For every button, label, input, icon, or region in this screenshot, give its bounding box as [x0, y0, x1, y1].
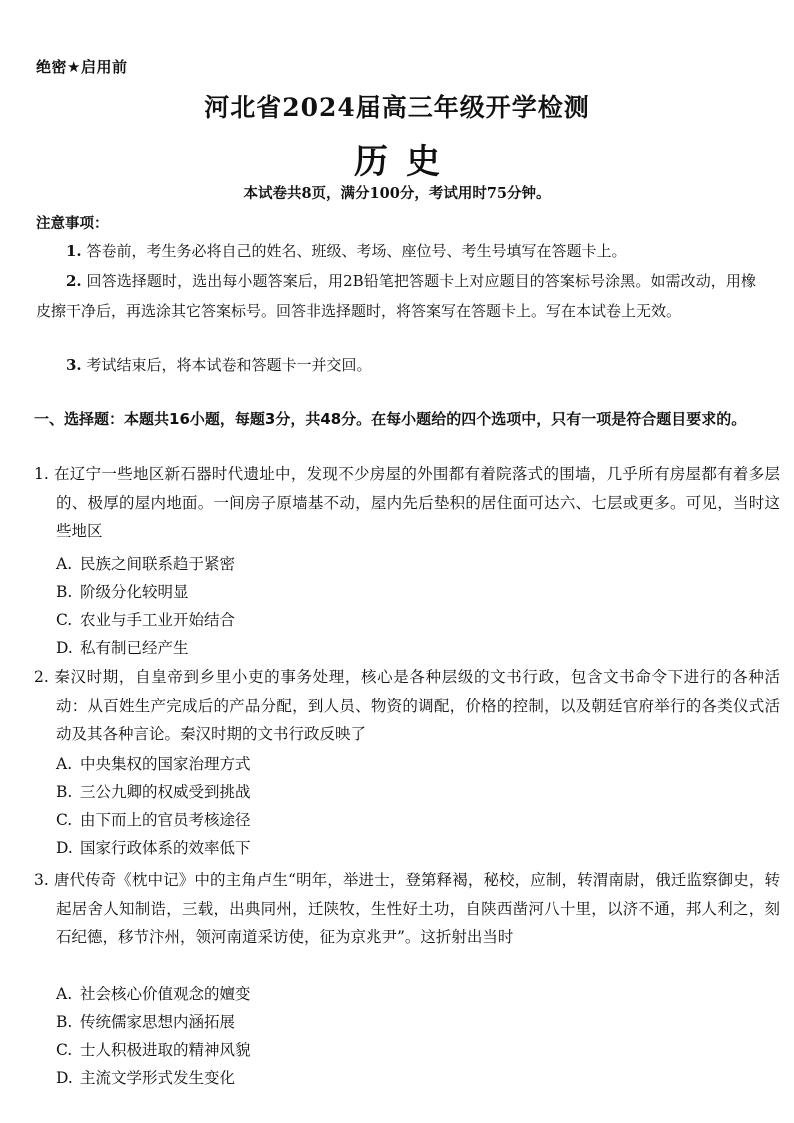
option-text: 民族之间联系趋于紧密: [80, 555, 236, 573]
option-label: A.: [56, 985, 73, 1003]
notice-item-number: 3.: [66, 356, 82, 374]
option-text: 三公九卿的权威受到挑战: [80, 783, 251, 801]
option-a: [56, 750, 251, 778]
option-b: [56, 778, 251, 806]
question-2: [34, 663, 780, 749]
question-stem: 唐代传奇《枕中记》中的主角卢生“明年，举进士，登第释褐，秘校，应制，转渭南尉，俄迁监察御史，转起居舍人知制诰，三载，出典同州，迁陕牧，生性好土功，自陕西凿河八十里，以济不通，邦人利之，刻石纪德，移节汴州，领河南道采访使，征为京兆尹”。这折射出当时: [53, 871, 780, 946]
notice-item-number: 2.: [66, 272, 82, 290]
option-label: A.: [56, 755, 73, 773]
option-label: A.: [56, 555, 73, 573]
notice-heading: 注意事项：: [36, 216, 109, 232]
question-number: 1.: [34, 465, 49, 483]
notice-item-text: 考试结束后，将本试卷和答题卡一并交回。: [86, 356, 372, 374]
option-text: 中央集权的国家治理方式: [80, 755, 251, 773]
option-d: [56, 1064, 235, 1092]
option-text: 阶级分化较明显: [80, 583, 189, 601]
option-label: D.: [56, 639, 73, 657]
option-label: B.: [56, 583, 73, 601]
exam-title: 河北省2024届高三年级开学检测: [204, 93, 590, 122]
question-stem: 秦汉时期，自皇帝到乡里小吏的事务处理，核心是各种层级的文书行政，包含文书命令下进行的各种活动：从百姓生产完成后的产品分配，到人员、物资的调配，价格的控制，以及朝廷官府举行的各类仪式活动及其各种言论。秦汉时期的文书行政反映了: [54, 668, 780, 743]
option-a: [56, 980, 251, 1008]
option-d: [56, 834, 251, 862]
option-c: [56, 1036, 251, 1064]
option-text: 士人积极进取的精神风貌: [80, 1041, 251, 1059]
secret-label: 绝密★启用前: [36, 58, 128, 76]
question-3: [34, 866, 780, 952]
notice-item: [36, 236, 756, 266]
option-label: B.: [56, 1013, 73, 1031]
notice-item-text: 答卷前，考生务必将自己的姓名、班级、考场、座位号、考生号填写在答题卡上。: [86, 242, 627, 260]
option-a: [56, 550, 235, 578]
option-label: D.: [56, 839, 73, 857]
notice-item-text: 回答选择题时，选出每小题答案后，用2B铅笔把答题卡上对应题目的答案标号涂黑。如需改动，用橡皮擦干净后，再选涂其它答案标号。回答非选择题时，将答案写在答题卡上。写在本试卷上无效。: [36, 272, 756, 320]
option-text: 私有制已经产生: [80, 639, 189, 657]
option-d: [56, 634, 189, 662]
question-number: 3.: [34, 871, 49, 889]
subject-title: 历史: [354, 142, 458, 182]
option-label: C.: [56, 1041, 73, 1059]
option-text: 主流文学形式发生变化: [80, 1069, 236, 1087]
option-text: 农业与手工业开始结合: [80, 611, 236, 629]
option-c: [56, 606, 235, 634]
notice-item: [36, 266, 756, 326]
option-label: C.: [56, 611, 73, 629]
option-text: 由下而上的官员考核途径: [80, 811, 251, 829]
option-text: 社会核心价值观念的嬗变: [80, 985, 251, 1003]
question-1: [34, 460, 780, 546]
option-label: B.: [56, 783, 73, 801]
option-c: [56, 806, 251, 834]
option-b: [56, 1008, 235, 1036]
notice-item: [36, 350, 756, 380]
option-text: 传统儒家思想内涵拓展: [80, 1013, 236, 1031]
option-b: [56, 578, 189, 606]
option-text: 国家行政体系的效率低下: [80, 839, 251, 857]
section-heading: 一、选择题：本题共16小题，每题3分，共48分。在每小题给的四个选项中，只有一项是符合题目要求的。: [34, 410, 747, 428]
question-stem: 在辽宁一些地区新石器时代遗址中，发现不少房屋的外围都有着院落式的围墙，几乎所有房屋都有着多层的、极厚的屋内地面。一间房子原墙基不动，屋内先后垫积的居住面可达六、七层或更多。可见，当时这些地区: [54, 465, 780, 540]
question-number: 2.: [34, 668, 49, 686]
option-label: C.: [56, 811, 73, 829]
option-label: D.: [56, 1069, 73, 1087]
notice-item-number: 1.: [66, 242, 82, 260]
exam-meta: 本试卷共8页，满分100分，考试用时75分钟。: [243, 185, 551, 202]
